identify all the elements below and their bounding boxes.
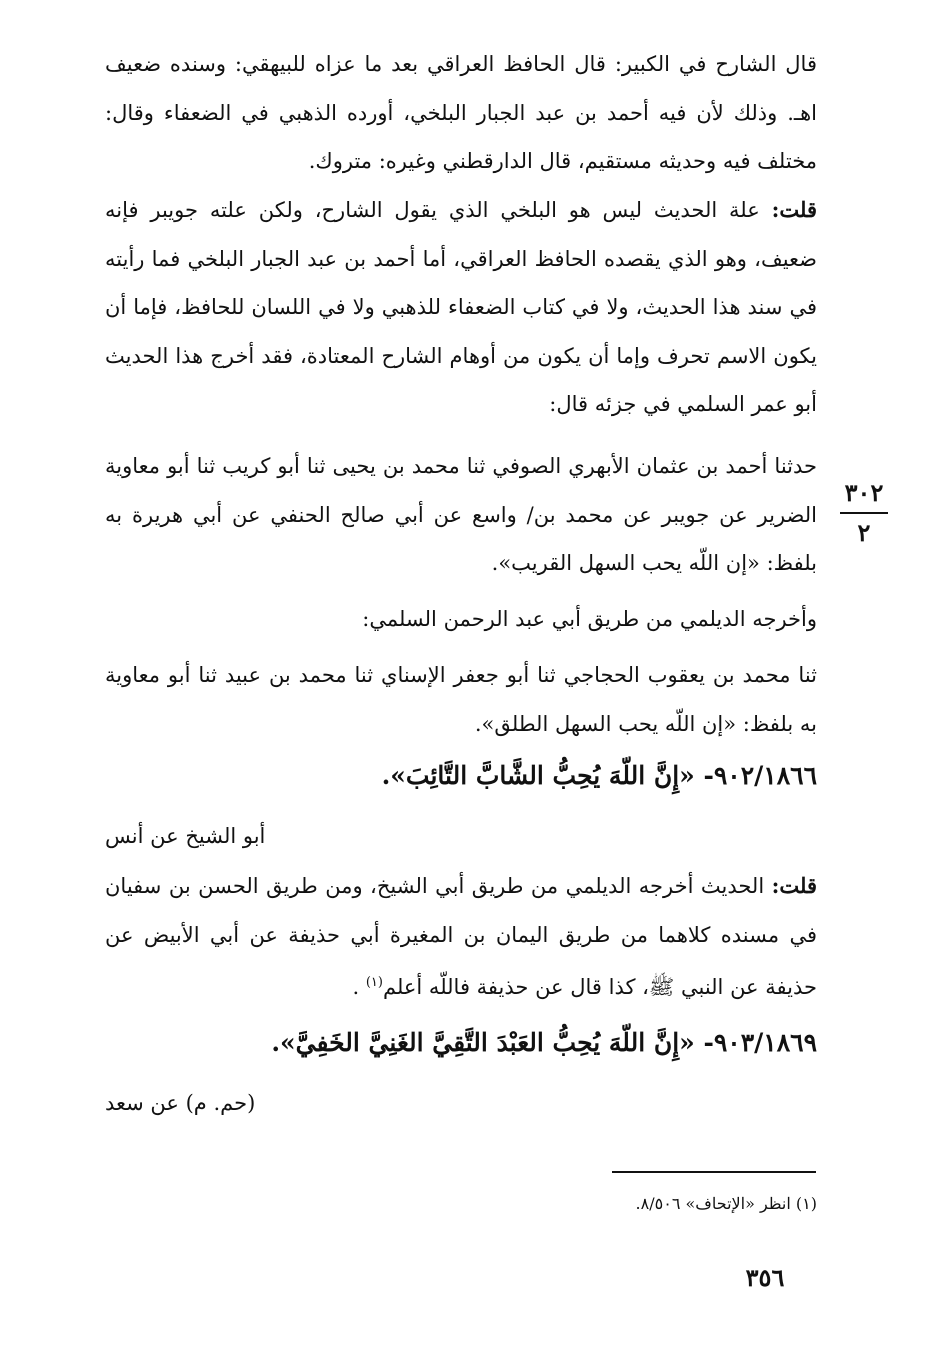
paragraph-isnad-2: ثنا محمد بن يعقوب الحجاجي ثنا أبو جعفر الإسناي ثنا محمد بن عبيد ثنا أبو معاوية به بلفظ: «إن اللّه يحب السهل الطلق». [105, 663, 817, 736]
source-ahmad-muslim: (حم. م) عن سعد [105, 1091, 256, 1115]
footnote: (١) انظر «الإتحاف» ٨/٥٠٦. [635, 1194, 817, 1213]
paragraph-qultu-1: قلت: علة الحديث ليس هو البلخي الذي يقول الشارح، ولكن علته جويبر فإنه ضعيف، وهو الذي يقصده الحافظ العراقي، أما أحمد بن عبد الجبار البلخي فما رأيته في سند هذا الحديث، ولا في كتاب الضعفاء للذهبي ولا في اللسان للحافظ، فإما أن يكون الاسم تحرف وإما أن يكون من أوهام الشارح المعتادة، فقد أخرج هذا الحديث أبو عمر السلمي في جزئه قال: [105, 197, 817, 416]
margin-divider [840, 512, 888, 514]
margin-bottom-number: ٢ [857, 518, 871, 547]
source-abu-al-shaykh: أبو الشيخ عن أنس [105, 824, 266, 848]
margin-reference [836, 478, 892, 548]
hadith-902: ٩٠٢/١٨٦٦- «إِنَّ اللّهَ يُحِبُّ الشَّابَّ التَّائِبَ». [381, 761, 817, 790]
paragraph-commentary: قال الشارح في الكبير: قال الحافظ العراقي بعد ما عزاه للبيهقي: وسنده ضعيف اهـ. وذلك لأن فيه أحمد بن عبد الجبار البلخي، أورده الذهبي في الضعفاء وقال: مختلف فيه وحديثه مستقيم، قال الدارقطني وغيره: متروك. [105, 52, 817, 173]
page-number: ٣٥٦ [745, 1263, 785, 1292]
paragraph-daylami: وأخرجه الديلمي من طريق أبي عبد الرحمن السلمي: [362, 607, 817, 631]
paragraph-qultu-2: قلت: الحديث أخرجه الديلمي من طريق أبي الشيخ، ومن طريق الحسن بن سفيان في مسنده كلاهما من طريق اليمان بن المغيرة أبي حذيفة عن أبي الأبيض عن حذيفة عن النبي ﷺ، كذا قال عن حذيفة فاللّه أعلم$^{(١)}$ . [105, 873, 817, 999]
footnote-divider [612, 1171, 816, 1173]
qultu-label: قلت: [771, 197, 817, 222]
qultu-label: قلت: [771, 873, 817, 898]
footnote-marker: (١) [365, 975, 383, 990]
hadith-903: ٩٠٣/١٨٦٩- «إِنَّ اللّهَ يُحِبُّ العَبْدَ التَّقِيَّ الغَنِيَّ الخَفِيَّ». [271, 1028, 817, 1057]
margin-top-number: ٣٠٢ [844, 478, 884, 507]
paragraph-isnad-1: حدثنا أحمد بن عثمان الأبهري الصوفي ثنا محمد بن يحيى ثنا أبو كريب ثنا أبو معاوية الضرير عن جويبر عن محمد بن/ واسع عن أبي صالح الحنفي عن أبي هريرة به بلفظ: «إن اللّه يحب السهل القريب». [105, 454, 817, 575]
